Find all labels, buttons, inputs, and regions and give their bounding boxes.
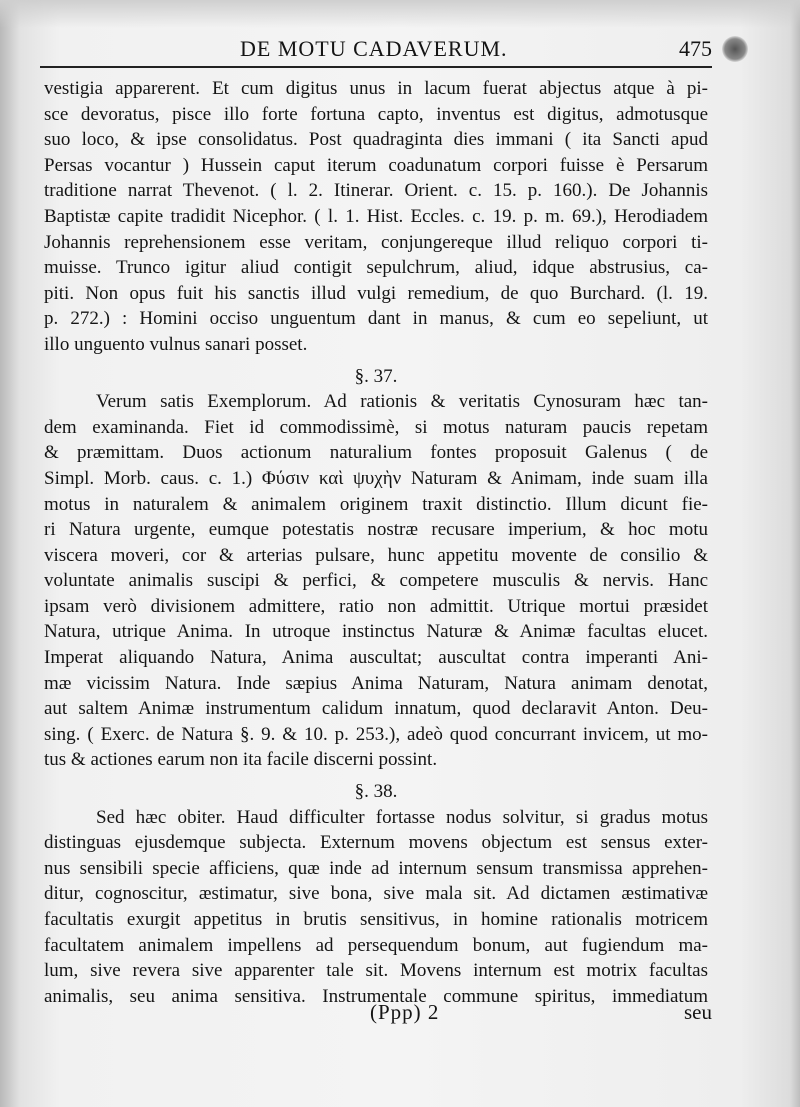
text-line: Baptistæ capite tradidit Nicephor. ( l. 1. Hist. Eccles. c. 19. p. m. 69.), Herodiadem (44, 205, 708, 227)
text-line: traditione narrat Thevenot. ( l. 2. Itinerar. Orient. c. 15. p. 160.). De Johannis (44, 180, 708, 202)
text-line: sing. ( Exerc. de Natura §. 9. & 10. p. 253.), adeò quod concurrant invicem, ut mo- (44, 723, 708, 745)
page-footer (40, 1000, 712, 1030)
text-line: facultatem animalem impellens ad persequendum bonum, aut fugiendum ma- (44, 934, 708, 956)
text-line: mæ vicissim Natura. Inde sæpius Anima Naturam, Natura animam denotat, (44, 672, 708, 694)
text-line: aut saltem Animæ instrumentum calidum innatum, quod declaravit Anton. Deu- (44, 698, 708, 720)
text-line: dem examinanda. Fiet id commodissimè, si motus naturam paucis repetam (44, 416, 708, 438)
text-line: nus sensibili specie afficiens, quæ inde ad internum sensum transmissa apprehen- (44, 857, 708, 879)
text-line: viscera moveri, cor & arterias pulsare, hunc appetitu movente de consilio & (44, 544, 708, 566)
text-line: Simpl. Morb. caus. c. 1.) Φύσιν καὶ ψυχὴν Naturam & Animam, inde suam illa (44, 467, 708, 489)
header-rule (40, 66, 712, 68)
running-title: DE MOTU CADAVERUM. (240, 36, 508, 61)
section-heading-38: §. 38. (354, 781, 398, 803)
text-line: illo unguento vulnus sanari posset. (44, 333, 308, 355)
text-line: Imperat aliquando Natura, Anima auscultat; auscultat contra imperanti Ani- (44, 647, 708, 669)
catchword: seu (684, 1000, 712, 1024)
text-line: facultatis exurgit appetitus in brutis sensitivus, in homine rationalis motricem (44, 909, 708, 930)
text-line: ipsam verò divisionem admittere, ratio non admittit. Utrique mortui præsidet (44, 595, 708, 617)
text-line: ri Natura urgente, eumque potestatis nostræ recusare imperium, & hoc motu (44, 519, 708, 541)
text-line: Sed hæc obiter. Haud difficulter fortasse nodus solvitur, si gradus motus (96, 806, 708, 828)
text-line: piti. Non opus fuit his sanctis illud vulgi remedium, de quo Burchard. (l. 19. (44, 282, 708, 304)
text-line: Johannis reprehensionem esse veritam, conjungereque illud reliquo corpori ti- (44, 231, 708, 253)
text-line: distinguas ejusdemque subjecta. Externum movens objectum est sensus exter- (44, 832, 708, 854)
text-line: & præmittam. Duos actionum naturalium fontes proposuit Galenus ( de (44, 442, 708, 464)
text-line: Persas vocantur ) Hussein caput iterum coadunatum corpori fuisse è Persarum (44, 154, 708, 176)
page-top-shadow (0, 0, 800, 28)
text-line: ditur, cognoscitur, æstimatur, sive bona, sive mala sit. Ad dictamen æstimativæ (44, 883, 708, 905)
text-line: sce devoratus, pisce illo forte fortuna capto, inventus est digitus, admotusque (44, 103, 708, 125)
text-line: suo loco, & ipse consolidatus. Post quadraginta dies immani ( ita Sancti apud (44, 129, 708, 151)
text-line: p. 272.) : Homini occiso unguentum dant in manus, & cum eo sepeliunt, ut (44, 308, 708, 330)
text-line: motus in naturalem & animalem originem traxit distinctio. Illum dicunt fie- (44, 493, 708, 515)
section-heading-37: §. 37. (354, 365, 398, 387)
page-header (40, 36, 712, 70)
signature-mark: (Ppp) 2 (370, 1000, 440, 1024)
page-number: 475 (679, 36, 712, 61)
text-line: lum, sive revera sive apparenter tale sit. Movens internum est motrix facultas (44, 960, 708, 982)
text-line: animalis, seu anima sensitiva. Instrumentale commune spiritus, immediatum (44, 985, 708, 1007)
text-line: voluntate animalis suscipi & perfici, & competere musculis & nervis. Hanc (44, 570, 708, 592)
text-line: Natura, utrique Anima. In utroque instinctus Naturæ & Animæ facultas elucet. (44, 621, 708, 643)
text-line: Verum satis Exemplorum. Ad rationis & veritatis Cynosuram hæc tan- (96, 391, 708, 413)
text-line: muisse. Trunco igitur aliud contigit sepulchrum, aliud, idque abstrusius, ca- (44, 257, 708, 279)
text-line: vestigia apparerent. Et cum digitus unus in lacum fuerat abjectus atque à pi- (44, 78, 708, 99)
ink-blot (722, 36, 748, 62)
main-text (44, 76, 708, 1009)
text-line: tus & actiones earum non ita facile discerni possint. (44, 749, 438, 771)
